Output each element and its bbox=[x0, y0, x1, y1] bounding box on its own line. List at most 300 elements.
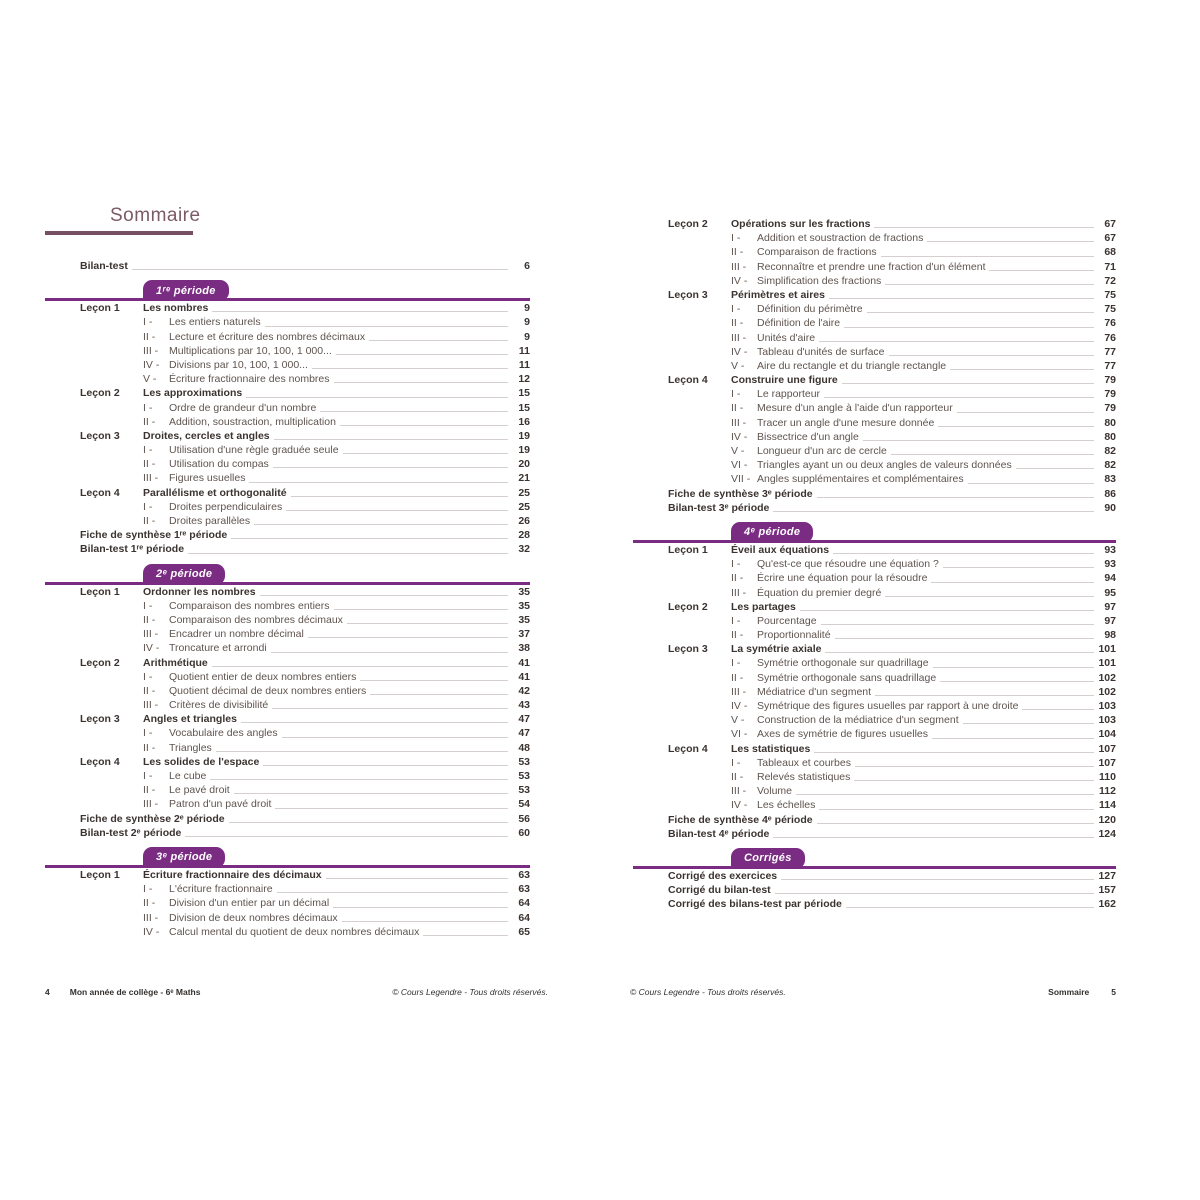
toc-column-left bbox=[45, 259, 530, 939]
sub-entry-numeral: III - bbox=[731, 416, 747, 429]
leader-line bbox=[273, 457, 508, 468]
entry-title: Quotient entier de deux nombres entiers bbox=[169, 670, 357, 683]
toc-row bbox=[633, 656, 1116, 670]
toc-row bbox=[45, 911, 530, 925]
toc-row bbox=[45, 882, 530, 896]
leader-line bbox=[249, 471, 508, 482]
lesson-label: Leçon 3 bbox=[80, 429, 120, 442]
footer-copyright-right: © Cours Legendre - Tous droits réservés. bbox=[630, 987, 786, 997]
toc-row bbox=[45, 641, 530, 655]
toc-row bbox=[633, 614, 1116, 628]
toc-row bbox=[45, 670, 530, 684]
leader-line bbox=[796, 784, 1094, 795]
toc-row bbox=[633, 501, 1116, 515]
toc-row bbox=[45, 415, 530, 429]
title-underline bbox=[45, 231, 193, 235]
toc-row bbox=[633, 217, 1116, 231]
entry-page-number: 12 bbox=[518, 373, 530, 386]
sub-entry-numeral: III - bbox=[731, 685, 747, 698]
entry-title: Encadrer un nombre décimal bbox=[169, 628, 304, 641]
entry-title: Addition, soustraction, multiplication bbox=[169, 415, 336, 428]
leader-line bbox=[940, 671, 1094, 682]
leader-line bbox=[246, 386, 508, 397]
footer-left bbox=[45, 987, 548, 997]
toc-row bbox=[45, 301, 530, 315]
entry-title: Droites perpendiculaires bbox=[169, 500, 283, 513]
entry-page-number: 79 bbox=[1104, 402, 1116, 415]
entry-page-number: 64 bbox=[518, 897, 530, 910]
sub-entry-numeral: VII - bbox=[731, 473, 751, 486]
leader-line bbox=[282, 726, 508, 737]
entry-page-number: 75 bbox=[1104, 288, 1116, 301]
sub-entry-numeral: I - bbox=[731, 303, 741, 316]
toc-row bbox=[633, 798, 1116, 812]
leader-line bbox=[342, 911, 508, 922]
leader-line bbox=[423, 925, 508, 936]
entry-title: Addition et soustraction de fractions bbox=[757, 232, 924, 245]
toc-row bbox=[45, 741, 530, 755]
entry-title: Écriture fractionnaire des décimaux bbox=[143, 868, 322, 881]
toc-row bbox=[45, 783, 530, 797]
entry-title: Tableau d'unités de surface bbox=[757, 345, 885, 358]
toc-row bbox=[633, 742, 1116, 756]
leader-line bbox=[229, 812, 508, 823]
lesson-label: Leçon 4 bbox=[668, 742, 708, 755]
entry-title: Aire du rectangle et du triangle rectangle bbox=[757, 359, 947, 372]
leader-line bbox=[821, 614, 1094, 625]
toc-row bbox=[633, 231, 1116, 245]
entry-title: Droites parallèles bbox=[169, 515, 251, 527]
toc-row bbox=[633, 373, 1116, 387]
toc-row bbox=[633, 401, 1116, 415]
leader-line bbox=[891, 444, 1094, 455]
entry-page-number: 102 bbox=[1098, 685, 1116, 698]
entry-title: Division de deux nombres décimaux bbox=[169, 911, 338, 924]
toc-row bbox=[633, 827, 1116, 841]
entry-page-number: 124 bbox=[1098, 827, 1116, 840]
leader-line bbox=[931, 571, 1094, 582]
leader-line bbox=[814, 742, 1094, 753]
sub-entry-numeral: I - bbox=[143, 599, 153, 612]
toc-row bbox=[45, 471, 530, 485]
entry-page-number: 72 bbox=[1104, 274, 1116, 287]
entry-page-number: 104 bbox=[1098, 728, 1116, 741]
period-badge: 2ᵉ période bbox=[143, 564, 225, 585]
lesson-label: Leçon 2 bbox=[80, 387, 120, 400]
entry-page-number: 35 bbox=[518, 599, 530, 612]
entry-page-number: 76 bbox=[1104, 331, 1116, 344]
leader-line bbox=[312, 358, 508, 369]
leader-line bbox=[775, 883, 1094, 894]
entry-page-number: 20 bbox=[518, 458, 530, 471]
entry-page-number: 98 bbox=[1104, 629, 1116, 642]
toc-row bbox=[45, 386, 530, 400]
entry-title: Symétrique des figures usuelles par rapport à une droite bbox=[757, 700, 1019, 712]
entry-title: Critères de divisibilité bbox=[169, 699, 269, 712]
toc-row bbox=[45, 443, 530, 457]
sub-entry-numeral: III - bbox=[731, 260, 747, 273]
toc-row bbox=[45, 358, 530, 372]
lesson-label: Leçon 4 bbox=[668, 374, 708, 387]
entry-title: Utilisation du compas bbox=[169, 458, 269, 471]
entry-title: Les solides de l'espace bbox=[143, 755, 260, 768]
sub-entry-numeral: V - bbox=[731, 359, 745, 372]
period-section-header bbox=[45, 561, 530, 585]
leader-line bbox=[819, 331, 1094, 342]
entry-title: Bilan-test bbox=[80, 260, 128, 272]
toc-row bbox=[633, 444, 1116, 458]
leader-line bbox=[234, 783, 508, 794]
entry-page-number: 26 bbox=[518, 515, 530, 527]
entry-page-number: 162 bbox=[1098, 898, 1116, 911]
leader-line bbox=[291, 486, 508, 497]
entry-page-number: 76 bbox=[1104, 317, 1116, 330]
leader-line bbox=[842, 373, 1094, 384]
entry-title: Fiche de synthèse 4ᵉ période bbox=[668, 813, 813, 826]
period-section-header bbox=[633, 519, 1116, 543]
toc-row bbox=[633, 288, 1116, 302]
lesson-label: Leçon 2 bbox=[668, 600, 708, 613]
sub-entry-numeral: VI - bbox=[731, 728, 748, 741]
entry-page-number: 94 bbox=[1104, 572, 1116, 585]
lesson-label: Leçon 2 bbox=[80, 656, 120, 669]
sub-entry-numeral: I - bbox=[731, 232, 741, 245]
entry-title: Fiche de synthèse 3ᵉ période bbox=[668, 487, 813, 500]
sub-entry-numeral: II - bbox=[143, 784, 156, 797]
entry-page-number: 93 bbox=[1104, 543, 1116, 556]
sub-entry-numeral: IV - bbox=[731, 700, 748, 712]
leader-line bbox=[824, 387, 1094, 398]
sub-entry-numeral: II - bbox=[731, 629, 744, 642]
toc-column-right bbox=[633, 217, 1116, 911]
footer-page-number-right: 5 bbox=[1111, 987, 1116, 997]
sub-entry-numeral: I - bbox=[143, 444, 153, 457]
sub-entry-numeral: I - bbox=[731, 756, 741, 769]
entry-title: Le pavé droit bbox=[169, 784, 230, 797]
entry-title: Angles et triangles bbox=[143, 713, 237, 726]
entry-title: La symétrie axiale bbox=[731, 643, 822, 656]
leader-line bbox=[889, 345, 1094, 356]
leader-line bbox=[773, 501, 1094, 512]
sub-entry-numeral: II - bbox=[143, 458, 156, 471]
entry-title: Patron d'un pavé droit bbox=[169, 798, 272, 811]
toc-row bbox=[633, 699, 1116, 713]
entry-title: Bilan-test 4ᵉ période bbox=[668, 827, 770, 840]
entry-page-number: 120 bbox=[1098, 813, 1116, 826]
leader-line bbox=[844, 316, 1094, 327]
entry-page-number: 77 bbox=[1104, 345, 1116, 358]
toc-row bbox=[633, 869, 1116, 883]
page-left bbox=[45, 190, 530, 939]
leader-line bbox=[817, 813, 1094, 824]
toc-row bbox=[45, 826, 530, 840]
toc-row bbox=[633, 571, 1116, 585]
sub-entry-numeral: V - bbox=[143, 373, 157, 386]
toc-row bbox=[45, 812, 530, 826]
toc-row bbox=[45, 797, 530, 811]
leader-line bbox=[132, 259, 508, 270]
entry-page-number: 157 bbox=[1098, 884, 1116, 897]
sub-entry-numeral: II - bbox=[731, 770, 744, 783]
leader-line bbox=[819, 798, 1094, 809]
toc-row bbox=[45, 344, 530, 358]
sub-entry-numeral: III - bbox=[143, 798, 159, 811]
sub-entry-numeral: I - bbox=[731, 657, 741, 670]
sub-entry-numeral: I - bbox=[143, 770, 153, 782]
toc-row bbox=[45, 330, 530, 344]
entry-page-number: 43 bbox=[518, 699, 530, 712]
toc-row bbox=[633, 628, 1116, 642]
entry-page-number: 107 bbox=[1098, 742, 1116, 755]
toc-row bbox=[633, 557, 1116, 571]
entry-page-number: 102 bbox=[1098, 671, 1116, 684]
sub-entry-numeral: II - bbox=[143, 330, 156, 343]
entry-page-number: 9 bbox=[524, 302, 530, 315]
lesson-label: Leçon 1 bbox=[80, 868, 120, 881]
entry-title: Arithmétique bbox=[143, 656, 208, 669]
entry-title: Bissectrice d'un angle bbox=[757, 430, 859, 443]
entry-title: Construction de la médiatrice d'un segment bbox=[757, 714, 959, 727]
entry-page-number: 79 bbox=[1104, 388, 1116, 401]
entry-title: Figures usuelles bbox=[169, 472, 246, 485]
entry-page-number: 47 bbox=[518, 727, 530, 740]
entry-page-number: 63 bbox=[518, 868, 530, 881]
entry-title: Définition du périmètre bbox=[757, 303, 863, 316]
entry-page-number: 65 bbox=[518, 925, 530, 938]
leader-line bbox=[333, 896, 508, 907]
entry-page-number: 107 bbox=[1098, 756, 1116, 769]
entry-title: Les échelles bbox=[757, 799, 816, 812]
toc-row bbox=[45, 755, 530, 769]
period-badge: Corrigés bbox=[731, 848, 805, 869]
entry-page-number: 67 bbox=[1104, 232, 1116, 245]
toc-row bbox=[45, 315, 530, 329]
toc-row bbox=[633, 897, 1116, 911]
leader-line bbox=[260, 585, 508, 596]
entry-title: Fiche de synthèse 1ʳᵉ période bbox=[80, 529, 228, 542]
toc-row bbox=[45, 656, 530, 670]
toc-row bbox=[45, 528, 530, 542]
leader-line bbox=[885, 586, 1094, 597]
toc-row bbox=[633, 302, 1116, 316]
entry-page-number: 21 bbox=[518, 472, 530, 485]
entry-title: Comparaison des nombres décimaux bbox=[169, 613, 343, 626]
sub-entry-numeral: III - bbox=[731, 586, 747, 599]
toc-row bbox=[633, 359, 1116, 373]
entry-title: Triangles ayant un ou deux angles de valeurs données bbox=[757, 459, 1012, 472]
entry-title: Longueur d'un arc de cercle bbox=[757, 445, 887, 457]
entry-title: Périmètres et aires bbox=[731, 288, 825, 301]
lesson-label: Leçon 3 bbox=[80, 713, 120, 726]
leader-line bbox=[846, 897, 1094, 908]
entry-page-number: 80 bbox=[1104, 416, 1116, 429]
entry-title: Utilisation d'une règle graduée seule bbox=[169, 444, 339, 457]
leader-line bbox=[989, 260, 1094, 271]
entry-title: Opérations sur les fractions bbox=[731, 218, 871, 230]
sub-entry-numeral: III - bbox=[731, 331, 747, 344]
entry-page-number: 80 bbox=[1104, 430, 1116, 443]
period-rule bbox=[45, 298, 530, 301]
leader-line bbox=[881, 245, 1094, 256]
leader-line bbox=[932, 727, 1094, 738]
sub-entry-numeral: I - bbox=[731, 388, 741, 401]
lesson-label: Leçon 1 bbox=[668, 543, 708, 556]
toc-row bbox=[633, 416, 1116, 430]
entry-page-number: 48 bbox=[518, 741, 530, 754]
toc-row bbox=[45, 627, 530, 641]
entry-page-number: 25 bbox=[518, 486, 530, 499]
lesson-label: Leçon 1 bbox=[80, 585, 120, 598]
entry-title: Corrigé du bilan-test bbox=[668, 884, 771, 897]
toc-row bbox=[633, 813, 1116, 827]
entry-page-number: 75 bbox=[1104, 303, 1116, 316]
toc-row bbox=[633, 430, 1116, 444]
entry-page-number: 83 bbox=[1104, 473, 1116, 486]
leader-line bbox=[885, 274, 1094, 285]
period-badge: 1ʳᵉ période bbox=[143, 280, 229, 301]
toc-row bbox=[633, 345, 1116, 359]
entry-title: Le rapporteur bbox=[757, 388, 821, 401]
entry-page-number: 82 bbox=[1104, 459, 1116, 472]
toc-row bbox=[45, 585, 530, 599]
leader-line bbox=[835, 628, 1094, 639]
sub-entry-numeral: II - bbox=[143, 897, 156, 910]
entry-title: Éveil aux équations bbox=[731, 543, 830, 556]
entry-page-number: 82 bbox=[1104, 445, 1116, 457]
entry-title: Écrire une équation pour la résoudre bbox=[757, 572, 928, 585]
sub-entry-numeral: I - bbox=[143, 316, 153, 329]
entry-page-number: 56 bbox=[518, 812, 530, 825]
leader-line bbox=[863, 430, 1094, 441]
entry-title: Pourcentage bbox=[757, 614, 817, 627]
leader-line bbox=[867, 302, 1094, 313]
sub-entry-numeral: II - bbox=[731, 572, 744, 585]
entry-title: Le cube bbox=[169, 770, 207, 782]
leader-line bbox=[343, 443, 508, 454]
toc-row bbox=[633, 883, 1116, 897]
sub-entry-numeral: IV - bbox=[143, 642, 160, 655]
entry-title: Reconnaître et prendre une fraction d'un élément bbox=[757, 260, 986, 273]
sub-entry-numeral: II - bbox=[731, 246, 744, 259]
entry-title: Division d'un entier par un décimal bbox=[169, 897, 330, 910]
toc-row bbox=[45, 925, 530, 939]
sub-entry-numeral: III - bbox=[143, 344, 159, 357]
period-section-header bbox=[45, 277, 530, 301]
entry-title: Troncature et arrondi bbox=[169, 642, 267, 655]
leader-line bbox=[874, 217, 1094, 228]
entry-page-number: 101 bbox=[1098, 657, 1116, 670]
period-section-header bbox=[45, 844, 530, 868]
toc-row bbox=[633, 274, 1116, 288]
entry-page-number: 95 bbox=[1104, 586, 1116, 599]
leader-line bbox=[212, 301, 508, 312]
leader-line bbox=[340, 415, 508, 426]
entry-title: Corrigé des bilans-test par période bbox=[668, 898, 842, 911]
leader-line bbox=[188, 542, 508, 553]
leader-line bbox=[933, 656, 1094, 667]
entry-page-number: 42 bbox=[518, 684, 530, 697]
footer-book-title: Mon année de collège - 6ᵉ Maths bbox=[69, 987, 201, 997]
period-badge: 4ᵉ période bbox=[731, 522, 813, 543]
entry-title: Les approximations bbox=[143, 387, 243, 400]
leader-line bbox=[185, 826, 508, 837]
toc-row bbox=[45, 769, 530, 783]
sub-entry-numeral: II - bbox=[143, 515, 156, 527]
entry-title: Angles supplémentaires et complémentaires bbox=[757, 473, 964, 486]
entry-title: Tracer un angle d'une mesure donnée bbox=[757, 416, 935, 429]
lesson-label: Leçon 4 bbox=[80, 755, 120, 768]
toc-row bbox=[45, 684, 530, 698]
entry-title: Bilan-test 2ᵉ période bbox=[80, 826, 182, 839]
entry-title: Mesure d'un angle à l'aide d'un rapporteur bbox=[757, 402, 953, 415]
entry-title: Unités d'aire bbox=[757, 331, 816, 344]
leader-line bbox=[817, 487, 1094, 498]
entry-title: Les statistiques bbox=[731, 742, 811, 755]
toc-row bbox=[633, 316, 1116, 330]
entry-page-number: 103 bbox=[1098, 700, 1116, 712]
entry-title: Les nombres bbox=[143, 302, 209, 315]
toc-row bbox=[633, 685, 1116, 699]
entry-page-number: 53 bbox=[518, 784, 530, 797]
page-title: Sommaire bbox=[110, 205, 201, 226]
leader-line bbox=[274, 429, 508, 440]
sub-entry-numeral: II - bbox=[731, 402, 744, 415]
entry-page-number: 9 bbox=[524, 316, 530, 329]
entry-title: Ordre de grandeur d'un nombre bbox=[169, 401, 317, 414]
entry-page-number: 60 bbox=[518, 826, 530, 839]
sub-entry-numeral: III - bbox=[143, 628, 159, 641]
entry-page-number: 79 bbox=[1104, 374, 1116, 387]
entry-page-number: 35 bbox=[518, 585, 530, 598]
entry-page-number: 11 bbox=[518, 358, 530, 371]
leader-line bbox=[773, 827, 1094, 838]
sub-entry-numeral: III - bbox=[143, 699, 159, 712]
entry-page-number: 110 bbox=[1099, 770, 1116, 783]
entry-page-number: 11 bbox=[518, 344, 530, 357]
entry-title: L'écriture fractionnaire bbox=[169, 883, 273, 896]
sub-entry-numeral: I - bbox=[731, 614, 741, 627]
entry-title: Écriture fractionnaire des nombres bbox=[169, 373, 330, 386]
period-rule bbox=[633, 866, 1116, 869]
sub-entry-numeral: IV - bbox=[731, 345, 748, 358]
entry-title: Quotient décimal de deux nombres entiers bbox=[169, 684, 367, 697]
sub-entry-numeral: VI - bbox=[731, 459, 748, 472]
leader-line bbox=[212, 656, 508, 667]
entry-page-number: 16 bbox=[518, 415, 530, 428]
toc-row bbox=[633, 642, 1116, 656]
entry-title: Définition de l'aire bbox=[757, 317, 841, 330]
toc-row bbox=[633, 770, 1116, 784]
leader-line bbox=[275, 797, 508, 808]
entry-page-number: 77 bbox=[1104, 359, 1116, 372]
sub-entry-numeral: III - bbox=[143, 472, 159, 485]
entry-page-number: 97 bbox=[1104, 614, 1116, 627]
entry-page-number: 103 bbox=[1098, 714, 1116, 727]
leader-line bbox=[825, 642, 1094, 653]
leader-line bbox=[308, 627, 508, 638]
toc-row bbox=[45, 896, 530, 910]
entry-title: Ordonner les nombres bbox=[143, 585, 256, 598]
leader-line bbox=[265, 315, 508, 326]
entry-page-number: 63 bbox=[518, 883, 530, 896]
entry-page-number: 41 bbox=[518, 656, 530, 669]
toc-row bbox=[633, 727, 1116, 741]
footer-copyright-left: © Cours Legendre - Tous droits réservés. bbox=[392, 987, 548, 997]
sub-entry-numeral: I - bbox=[143, 883, 153, 896]
entry-page-number: 47 bbox=[518, 713, 530, 726]
leader-line bbox=[334, 372, 509, 383]
leader-line bbox=[231, 528, 508, 539]
